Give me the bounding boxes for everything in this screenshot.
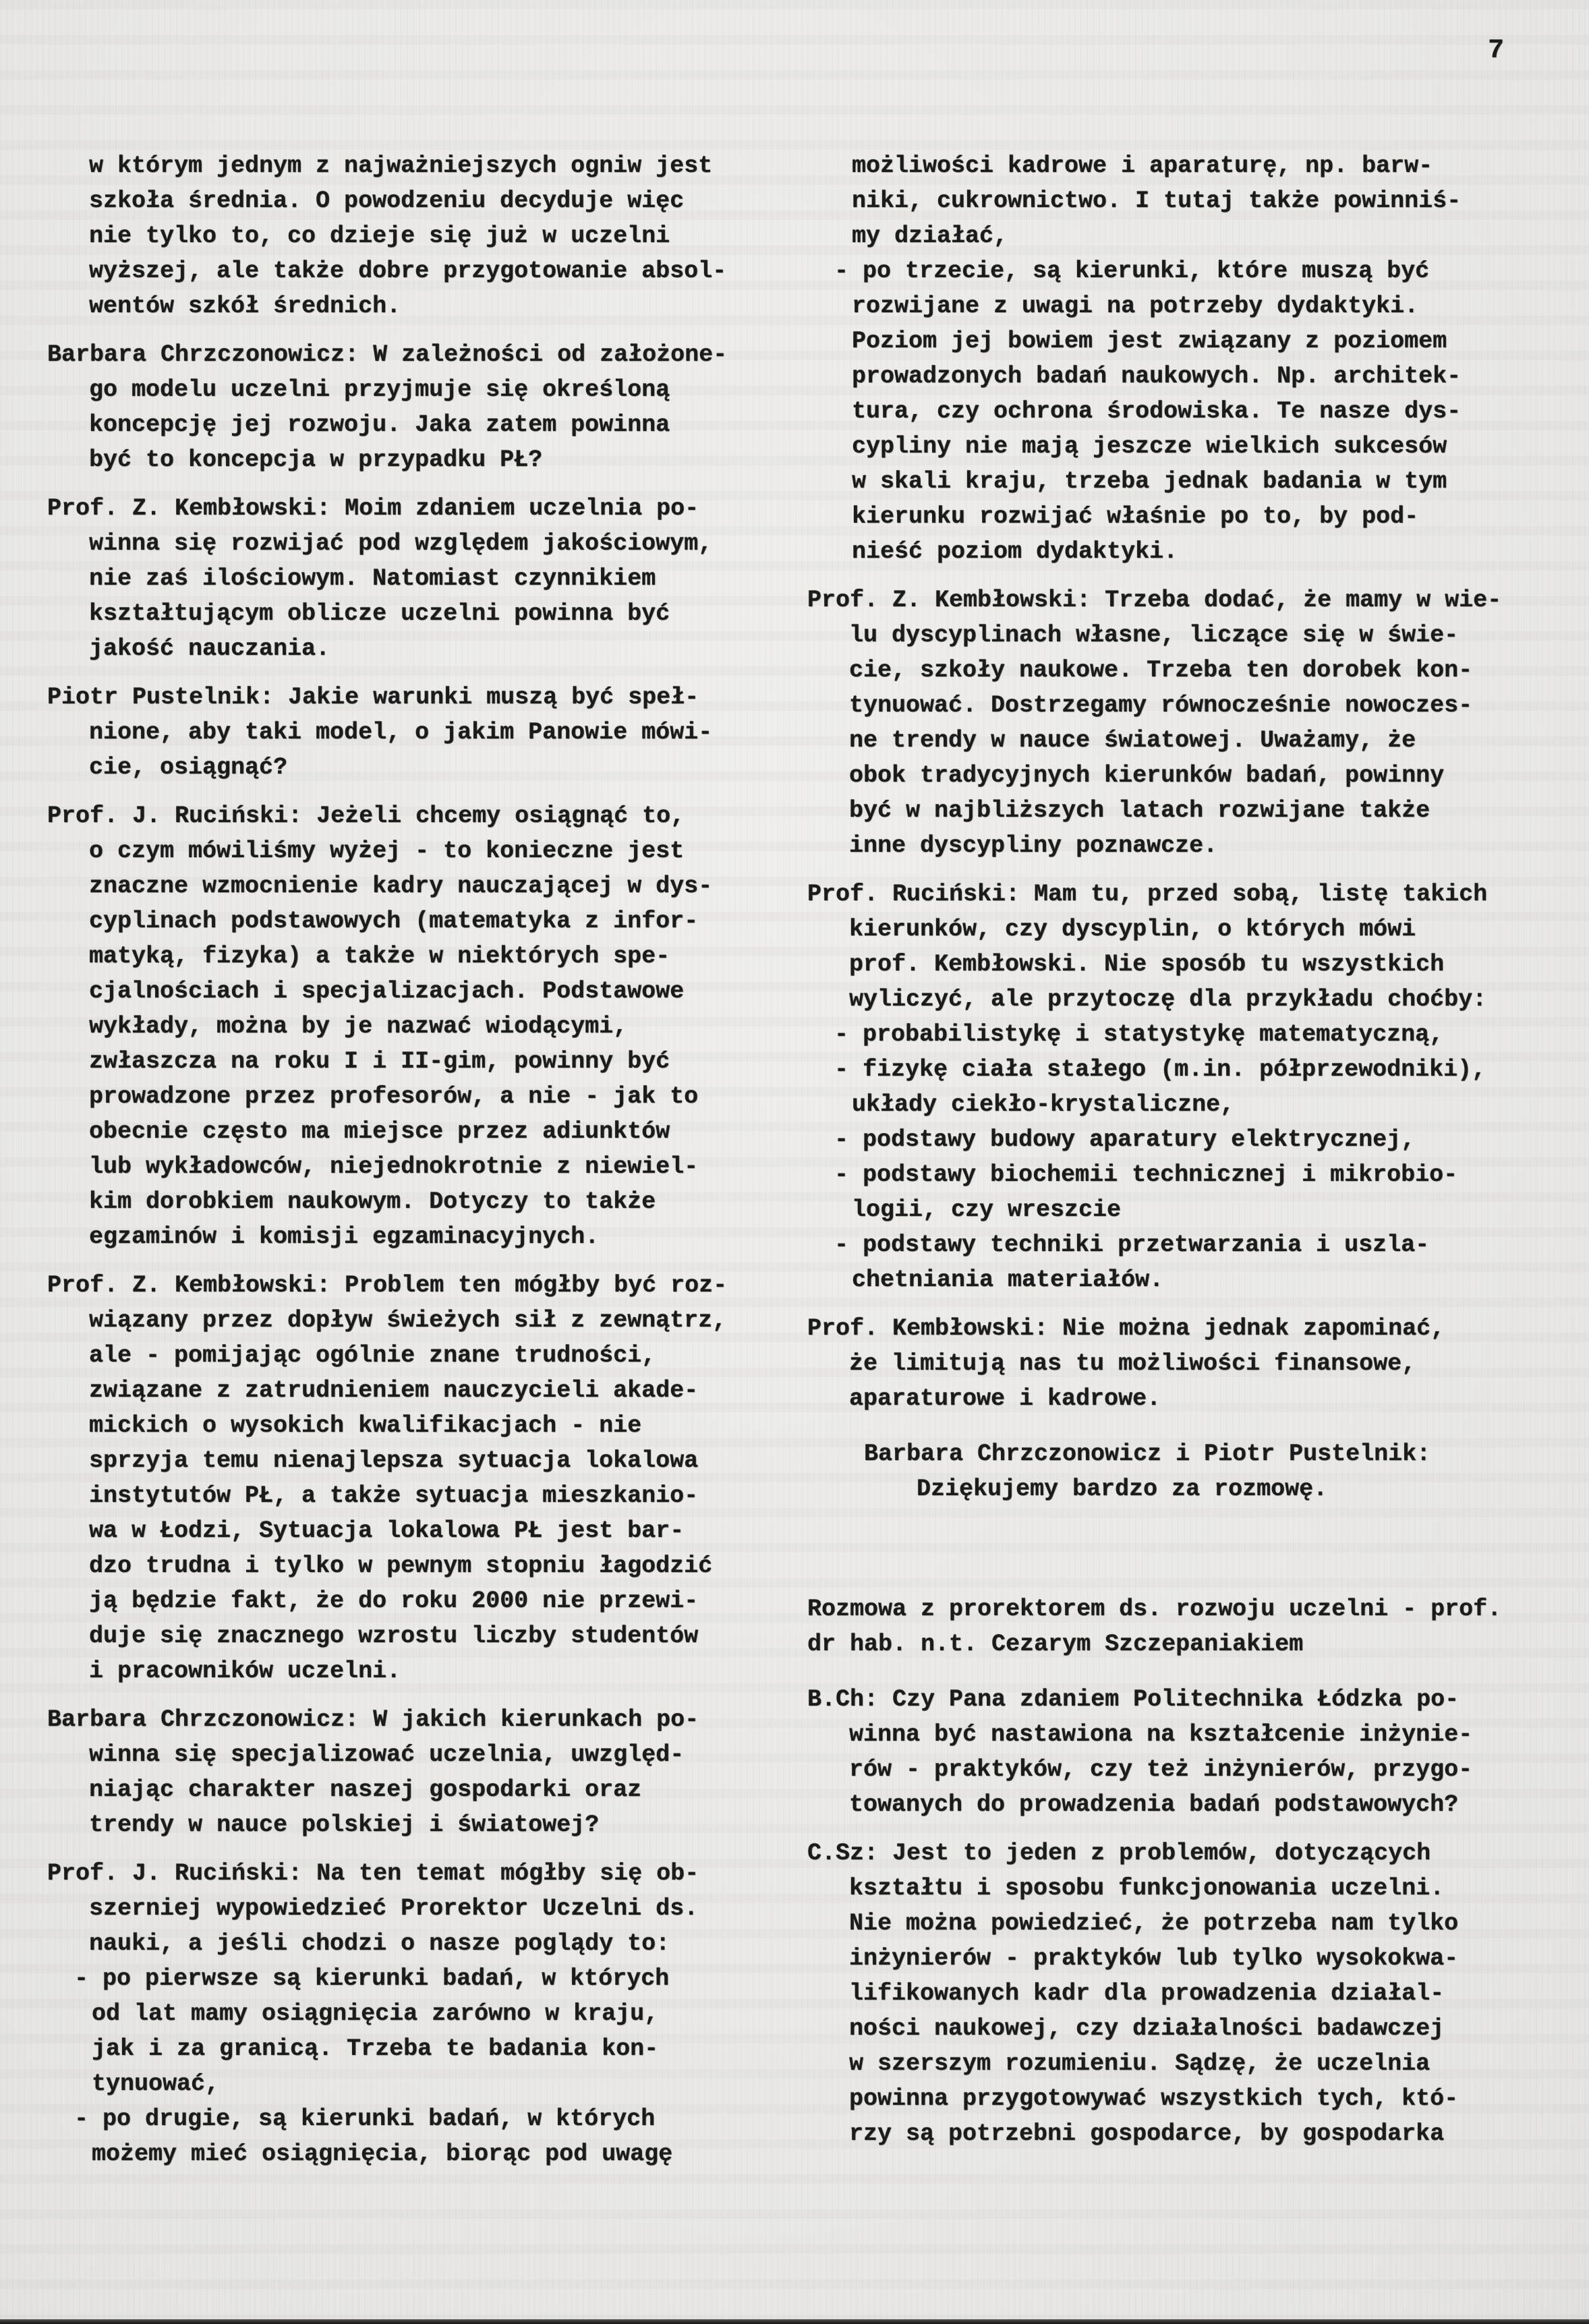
text-line: tynuować. Dostrzegamy równocześnie nowoczes- [849, 692, 1473, 719]
text-line: kim dorobkiem naukowym. Dotyczy to także [89, 1188, 656, 1215]
text-line: być to koncepcja w przypadku PŁ? [89, 446, 543, 473]
text-line: i pracowników uczelni. [89, 1658, 401, 1685]
text-line: logii, czy wreszcie [852, 1196, 1122, 1223]
text-line: szerniej wypowiedzieć Prorektor Uczelni ds. [89, 1895, 699, 1922]
text-line: niając charakter naszej gospodarki oraz [89, 1776, 642, 1803]
text-line: go modelu uczelni przyjmuje się określoną [89, 376, 670, 403]
text-line: Prof. Ruciński: Mam tu, przed sobą, listę takich [807, 881, 1488, 908]
text-line: duje się znacznego wzrostu liczby studentów [89, 1623, 699, 1650]
text-line: że limitują nas tu możliwości finansowe, [849, 1350, 1416, 1377]
text-line: - podstawy budowy aparatury elektrycznej, [834, 1126, 1416, 1153]
text-line: Prof. Z. Kembłowski: Trzeba dodać, że mamy w wie- [807, 587, 1502, 614]
text-line: w którym jednym z najważniejszych ogniw jest [89, 152, 713, 179]
text-line: rzy są potrzebni gospodarce, by gospodarka [849, 2120, 1445, 2147]
text-line: wa w Łodzi, Sytuacja lokalowa PŁ jest bar- [89, 1517, 685, 1544]
paragraph [807, 1436, 1529, 1507]
text-line: trendy w nauce polskiej i światowej? [89, 1811, 600, 1838]
text-line: od lat mamy osiągnięcia zarówno w kraju, [92, 2000, 659, 2027]
text-line: - po trzecie, są kierunki, które muszą być [834, 258, 1430, 285]
text-line: egzaminów i komisji egzaminacyjnych. [89, 1223, 600, 1250]
text-line: Dziękujemy bardzo za rozmowę. [917, 1476, 1328, 1503]
column-left [47, 148, 749, 2172]
text-line: cie, szkoły naukowe. Trzeba ten dorobek kon- [849, 657, 1473, 684]
text-line: towanych do prowadzenia badań podstawowych? [849, 1791, 1459, 1818]
text-line: Poziom jej bowiem jest związany z poziomem [852, 328, 1447, 355]
paragraph [47, 798, 749, 1254]
text-line: obecnie często ma miejsce przez adiunktów [89, 1118, 670, 1145]
text-line: być w najbliższych latach rozwijane także [849, 797, 1431, 824]
text-line: Prof. Z. Kembłowski: Problem ten mógłby być roz- [47, 1272, 728, 1299]
text-line: rów - praktyków, czy też inżynierów, przygo- [849, 1756, 1473, 1783]
text-line: cypliny nie mają jeszcze wielkich sukcesów [852, 433, 1447, 460]
text-line: winna się rozwijać pod względem jakościowym, [89, 530, 713, 557]
text-line: kierunków, czy dyscyplin, o których mówi [849, 916, 1416, 943]
text-line: możliwości kadrowe i aparaturę, np. barw- [852, 152, 1433, 179]
text-line: B.Ch: Czy Pana zdaniem Politechnika Łódzka po- [807, 1686, 1460, 1713]
text-line: inne dyscypliny poznawcze. [849, 832, 1218, 859]
text-line: instytutów PŁ, a także sytuacja mieszkanio- [89, 1482, 699, 1509]
text-line: ją będzie fakt, że do roku 2000 nie przewi- [89, 1588, 699, 1615]
text-line: nauki, a jeśli chodzi o nasze poglądy to: [89, 1930, 670, 1957]
page-number: 7 [1488, 36, 1505, 66]
text-line: wiązany przez dopływ świeżych sił z zewnątrz, [89, 1307, 727, 1334]
text-line: inżynierów - praktyków lub tylko wysokokwa- [849, 1945, 1459, 1972]
text-line: - podstawy techniki przetwarzania i uszla- [834, 1231, 1430, 1258]
text-line: Piotr Pustelnik: Jakie warunki muszą być speł- [47, 684, 699, 711]
text-line: nieść poziom dydaktyki. [852, 538, 1178, 565]
text-line: prowadzonych badań naukowych. Np. architek- [852, 363, 1462, 390]
text-line: nie tylko to, co dzieje się już w uczelni [89, 223, 670, 250]
text-line: aparaturowe i kadrowe. [849, 1385, 1161, 1412]
paragraph [807, 148, 1529, 569]
text-line: ności naukowej, czy działalności badawczej [849, 2015, 1445, 2042]
text-line: koncepcję jej rozwoju. Jaka zatem powinna [89, 411, 670, 438]
text-line: Prof. Kembłowski: Nie można jednak zapominać, [807, 1315, 1445, 1342]
text-line: nie zaś ilościowym. Natomiast czynnikiem [89, 565, 656, 592]
paragraph [47, 1702, 749, 1842]
text-line: szkoła średnia. O powodzeniu decyduje więc [89, 187, 685, 214]
text-line: lub wykładowców, niejednokrotnie z niewiel- [89, 1153, 699, 1180]
column-right [807, 148, 1529, 2151]
text-line: tura, czy ochrona środowiska. Te nasze dys- [852, 398, 1462, 425]
text-line: rozwijane z uwagi na potrzeby dydaktyki. [852, 293, 1419, 320]
text-line: prowadzone przez profesorów, a nie - jak to [89, 1083, 699, 1110]
text-line: dr hab. n.t. Cezarym Szczepaniakiem [807, 1631, 1304, 1658]
text-line: winna się specjalizować uczelnia, uwzględ- [89, 1741, 685, 1768]
text-line: tynuować, [92, 2070, 220, 2097]
text-line: zwłaszcza na roku I i II-gim, powinny być [89, 1048, 670, 1075]
text-line: lu dyscyplinach własne, liczące się w świe- [849, 622, 1459, 649]
text-line: ne trendy w nauce światowej. Uważamy, że [849, 727, 1416, 754]
text-line: kształtującym oblicze uczelni powinna być [89, 600, 670, 627]
text-line: wykłady, można by je nazwać wiodącymi, [89, 1013, 628, 1040]
text-line: cyplinach podstawowych (matematyka z infor- [89, 908, 699, 935]
text-line: C.Sz: Jest to jeden z problemów, dotyczących [807, 1840, 1431, 1867]
text-line: wentów szkół średnich. [89, 293, 401, 320]
text-line: o czym mówiliśmy wyżej - to konieczne jest [89, 838, 685, 865]
text-line: mickich o wysokich kwalifikacjach - nie [89, 1412, 642, 1439]
text-line: Barbara Chrzczonowicz i Piotr Pustelnik: [864, 1441, 1431, 1468]
text-line: wyliczyć, ale przytoczę dla przykładu choćby: [849, 986, 1487, 1013]
text-line: prof. Kembłowski. Nie sposób tu wszystkich [849, 951, 1445, 978]
paragraph [807, 1836, 1529, 2151]
text-line: - po pierwsze są kierunki badań, w których [74, 1965, 670, 1992]
scan-edge-artifact [0, 2319, 1589, 2324]
text-line: w szerszym rozumieniu. Sądzę, że uczelnia [849, 2050, 1431, 2077]
paragraph [807, 1311, 1529, 1416]
text-line: obok tradycyjnych kierunków badań, powinny [849, 762, 1445, 789]
text-line: jak i za granicą. Trzeba te badania kon- [92, 2035, 659, 2062]
text-line: niki, cukrownictwo. I tutaj także powinniś- [852, 187, 1462, 214]
paragraph [47, 1268, 749, 1689]
text-line: możemy mieć osiągnięcia, biorąc pod uwagę [92, 2141, 673, 2168]
text-line: jakość nauczania. [89, 635, 330, 662]
text-line: Prof. J. Ruciński: Jeżeli chcemy osiągnąć to, [47, 803, 685, 830]
text-line: - po drugie, są kierunki badań, w których [74, 2105, 656, 2132]
text-line: - podstawy biochemii technicznej i mikrobio- [834, 1161, 1458, 1188]
text-line: - probabilistykę i statystykę matematyczną, [834, 1021, 1444, 1048]
text-line: wyższej, ale także dobre przygotowanie absol- [89, 258, 727, 285]
text-line: kierunku rozwijać właśnie po to, by pod- [852, 503, 1419, 530]
paragraph [47, 1856, 749, 2172]
text-line: związane z zatrudnieniem nauczycieli akade- [89, 1377, 699, 1404]
text-line: Barbara Chrzczonowicz: W jakich kierunkach po- [47, 1706, 699, 1733]
text-line: Prof. Z. Kembłowski: Moim zdaniem uczelnia po- [47, 495, 699, 522]
text-line: cie, osiągnąć? [89, 754, 288, 781]
text-line: ale - pomijając ogólnie znane trudności, [89, 1342, 656, 1369]
paragraph [47, 148, 749, 324]
text-line: winna być nastawiona na kształcenie inżynie- [849, 1721, 1473, 1748]
text-line: nione, aby taki model, o jakim Panowie mówi- [89, 719, 713, 746]
text-line: sprzyja temu nienajlepsza sytuacja lokalowa [89, 1447, 699, 1474]
paragraph [47, 491, 749, 666]
text-line: kształtu i sposobu funkcjonowania uczelni. [849, 1875, 1445, 1902]
text-line: powinna przygotowywać wszystkich tych, któ- [849, 2085, 1459, 2112]
text-line: cjalnościach i specjalizacjach. Podstawowe [89, 978, 685, 1005]
paragraph [807, 1592, 1529, 1662]
text-line: znaczne wzmocnienie kadry nauczającej w dys- [89, 873, 713, 900]
text-line: chetniania materiałów. [852, 1267, 1164, 1294]
text-line: w skali kraju, trzeba jednak badania w tym [852, 468, 1447, 495]
text-line: Nie można powiedzieć, że potrzeba nam tylko [849, 1910, 1459, 1937]
text-line: układy ciekło-krystaliczne, [852, 1091, 1235, 1118]
text-line: Prof. J. Ruciński: Na ten temat mógłby się ob- [47, 1860, 699, 1887]
text-line: dzo trudna i tylko w pewnym stopniu łagodzić [89, 1552, 713, 1579]
text-line: - fizykę ciała stałego (m.in. półprzewodniki), [834, 1056, 1486, 1083]
text-line: Barbara Chrzczonowicz: W zależności od założone- [47, 341, 728, 368]
paragraph [47, 680, 749, 785]
text-line: lifikowanych kadr dla prowadzenia działal- [849, 1980, 1445, 2007]
paragraph [807, 877, 1529, 1298]
text-line: matyką, fizyka) a także w niektórych spe- [89, 943, 670, 970]
text-line: Rozmowa z prorektorem ds. rozwoju uczelni - prof. [807, 1596, 1502, 1623]
paragraph [807, 583, 1529, 863]
paragraph [47, 337, 749, 477]
paragraph [807, 1682, 1529, 1822]
text-line: my działać, [852, 223, 1008, 250]
